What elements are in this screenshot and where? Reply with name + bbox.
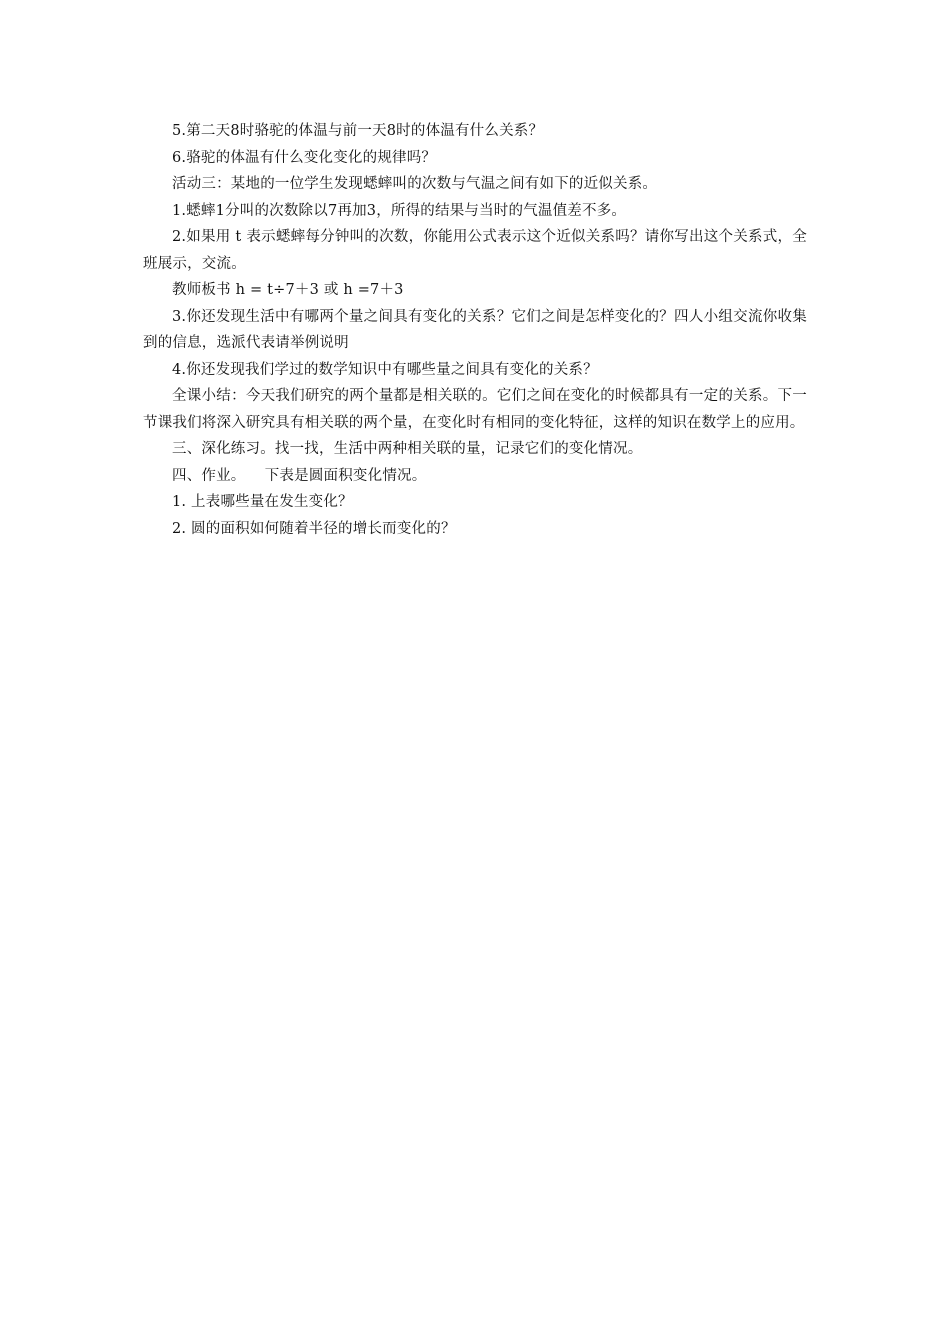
paragraph-item-3: 3.你还发现生活中有哪两个量之间具有变化的关系？它们之间是怎样变化的？四人小组交流你收集到的信息，选派代表请举例说明 bbox=[143, 308, 807, 351]
paragraph-practice: 三、深化练习。找一找，生活中两种相关联的量，记录它们的变化情况。 bbox=[172, 441, 643, 457]
paragraph-homework-q2: 2. 圆的面积如何随着半径的增长而变化的？ bbox=[172, 520, 456, 537]
paragraph-question-5: 5.第二天8时骆驼的体温与前一天8时的体温有什么关系？ bbox=[172, 123, 544, 139]
paragraph-question-6: 6.骆驼的体温有什么变化变化的规律吗？ bbox=[172, 149, 437, 166]
paragraph-teacher-board: 教师板书 h = t÷7＋3 或 h =7＋3 bbox=[172, 282, 404, 298]
paragraph-item-2: 2.如果用 t 表示蟋蟀每分钟叫的次数，你能用公式表示这个近似关系吗？请你写出这个关系式，全班展示，交流。 bbox=[143, 229, 807, 272]
paragraph-homework-q1: 1. 上表哪些量在发生变化？ bbox=[172, 494, 353, 510]
paragraph-activity-3: 活动三：某地的一位学生发现蟋蟀叫的次数与气温之间有如下的近似关系。 bbox=[172, 176, 658, 192]
paragraph-summary: 全课小结：今天我们研究的两个量都是相关联的。它们之间在变化的时候都具有一定的关系。下一节课我们将深入研究具有相关联的两个量，在变化时有相同的变化特征，这样的知识在数学上的应用。 bbox=[143, 388, 807, 431]
paragraph-homework: 四、作业。 下表是圆面积变化情况。 bbox=[172, 467, 427, 484]
document-body bbox=[143, 118, 807, 542]
paragraph-item-4: 4.你还发现我们学过的数学知识中有哪些量之间具有变化的关系？ bbox=[172, 361, 598, 378]
paragraph-item-1: 1.蟋蟀1分叫的次数除以7再加3，所得的结果与当时的气温值差不多。 bbox=[172, 202, 627, 219]
